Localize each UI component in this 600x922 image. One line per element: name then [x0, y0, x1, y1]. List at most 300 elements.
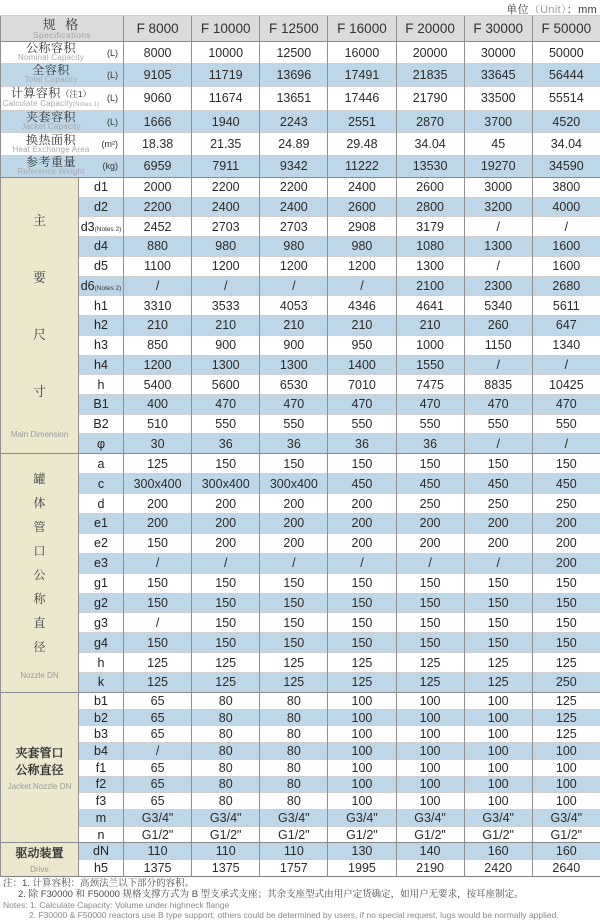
value-cell: 1300 — [260, 355, 328, 375]
value-cell: 150 — [532, 454, 600, 474]
column-header-model: F 8000 — [124, 16, 192, 42]
value-cell: 80 — [192, 692, 260, 709]
value-cell: 30 — [124, 434, 192, 454]
row-label-capacity — [1, 86, 124, 111]
value-cell: 150 — [328, 593, 396, 613]
value-cell: 100 — [464, 743, 532, 760]
value-cell: G1/2" — [124, 826, 192, 843]
value-cell: 647 — [532, 316, 600, 336]
table-row — [1, 276, 600, 296]
value-cell: 19270 — [464, 155, 532, 177]
group-label-zh-char: 要 — [32, 270, 46, 286]
value-cell: 3700 — [464, 111, 532, 133]
column-header-model: F 50000 — [532, 16, 600, 42]
row-unit: (m²) — [101, 139, 119, 149]
row-label: g2 — [79, 593, 124, 613]
row-label: h — [79, 375, 124, 395]
row-label: e1 — [79, 514, 124, 534]
row-unit: (L) — [107, 93, 119, 104]
value-cell: G3/4" — [192, 809, 260, 826]
table-row — [1, 843, 600, 860]
value-cell: 2908 — [328, 217, 396, 237]
value-cell: 125 — [124, 454, 192, 474]
table-row — [1, 155, 600, 177]
value-cell: G3/4" — [124, 809, 192, 826]
table-row — [1, 237, 600, 257]
value-cell: 200 — [464, 514, 532, 534]
row-label-capacity — [1, 133, 124, 155]
value-cell: 11674 — [192, 86, 260, 111]
value-cell: 100 — [464, 793, 532, 810]
value-cell: 1300 — [396, 256, 464, 276]
row-label-en: Jacket Capacity — [21, 122, 81, 132]
value-cell: 125 — [464, 653, 532, 673]
value-cell: 150 — [464, 454, 532, 474]
value-cell: / — [464, 217, 532, 237]
row-label: B1 — [79, 395, 124, 415]
value-cell: 950 — [328, 335, 396, 355]
footnote-zh-2: 2. 除 F30000 和 F50000 规格支撑方式为 B 型支承式支座；其余支座型式由用户定货确定，如用户无要求，按耳座制定。 — [18, 888, 524, 900]
value-cell: 1375 — [124, 860, 192, 877]
group-label-zh-char: 径 — [33, 639, 46, 654]
value-cell: 80 — [260, 776, 328, 793]
value-cell: 65 — [124, 692, 192, 709]
value-cell: 125 — [328, 653, 396, 673]
unit-note-en: （Unit） — [528, 4, 567, 16]
value-cell: 100 — [328, 759, 396, 776]
group-label-drive — [1, 843, 79, 877]
row-label: d4 — [79, 237, 124, 257]
value-cell: 150 — [396, 633, 464, 653]
row-label: h5 — [79, 860, 124, 877]
group-label-zh-char: 主 — [32, 213, 46, 229]
value-cell: 125 — [464, 673, 532, 693]
value-cell: 100 — [328, 743, 396, 760]
row-label: e2 — [79, 533, 124, 553]
row-label: a — [79, 454, 124, 474]
value-cell: 80 — [260, 726, 328, 743]
row-unit: (L) — [107, 47, 119, 58]
value-cell: 150 — [396, 573, 464, 593]
value-cell: 450 — [464, 474, 532, 494]
value-cell: G3/4" — [260, 809, 328, 826]
value-cell: 1375 — [192, 860, 260, 877]
value-cell: 2200 — [192, 177, 260, 197]
group-label-zh-char: 公 — [33, 567, 46, 582]
value-cell: 100 — [328, 726, 396, 743]
value-cell: 150 — [464, 613, 532, 633]
value-cell: 100 — [532, 776, 600, 793]
row-label: g4 — [79, 633, 124, 653]
value-cell: 10000 — [192, 42, 260, 64]
value-cell: 2551 — [328, 111, 396, 133]
group-label-jacket-nozzle-dn — [1, 692, 79, 842]
table-row — [1, 553, 600, 573]
value-cell: 200 — [328, 514, 396, 534]
table-row — [1, 633, 600, 653]
value-cell: 200 — [396, 533, 464, 553]
value-cell: 2100 — [396, 276, 464, 296]
value-cell: 210 — [124, 316, 192, 336]
row-label: g3 — [79, 613, 124, 633]
value-cell: 2870 — [396, 111, 464, 133]
value-cell: 200 — [192, 514, 260, 534]
value-cell: G1/2" — [260, 826, 328, 843]
table-row — [1, 414, 600, 434]
row-label: B2 — [79, 414, 124, 434]
row-label-en: Reference Weight — [17, 166, 85, 176]
column-header-model: F 12500 — [260, 16, 328, 42]
group-label-zh-char: 直 — [33, 615, 46, 630]
value-cell: 8000 — [124, 42, 192, 64]
table-row — [1, 860, 600, 877]
value-cell: G3/4" — [532, 809, 600, 826]
value-cell: 5400 — [124, 375, 192, 395]
value-cell: 150 — [192, 633, 260, 653]
value-cell: 2800 — [396, 197, 464, 217]
value-cell: 5611 — [532, 296, 600, 316]
value-cell: 125 — [192, 673, 260, 693]
value-cell: 100 — [532, 743, 600, 760]
value-cell: 110 — [124, 843, 192, 860]
row-label-en: Calculate Capacity(Notes 1) — [2, 98, 100, 108]
row-label: b3 — [79, 726, 124, 743]
value-cell: 80 — [260, 709, 328, 726]
row-label: d — [79, 494, 124, 514]
value-cell: 34590 — [532, 155, 600, 177]
table-row — [1, 395, 600, 415]
value-cell: 65 — [124, 726, 192, 743]
unit-note-zh: 单位 — [506, 4, 529, 16]
column-header-model: F 10000 — [192, 16, 260, 42]
value-cell: 2400 — [260, 197, 328, 217]
value-cell: / — [260, 553, 328, 573]
value-cell: 80 — [192, 776, 260, 793]
table-row — [1, 177, 600, 197]
table-row — [1, 86, 600, 111]
value-cell: 36 — [192, 434, 260, 454]
value-cell: 150 — [124, 573, 192, 593]
value-cell: / — [464, 434, 532, 454]
row-label-capacity — [1, 155, 124, 177]
value-cell: 150 — [260, 454, 328, 474]
row-label: d2 — [79, 197, 124, 217]
value-cell: 2000 — [124, 177, 192, 197]
value-cell: 7911 — [192, 155, 260, 177]
row-label: k — [79, 673, 124, 693]
value-cell: 30000 — [464, 42, 532, 64]
value-cell: G3/4" — [396, 809, 464, 826]
value-cell: 140 — [396, 843, 464, 860]
value-cell: 2600 — [328, 197, 396, 217]
row-label: f1 — [79, 759, 124, 776]
value-cell: 200 — [532, 553, 600, 573]
value-cell: 9105 — [124, 64, 192, 86]
value-cell: 150 — [260, 613, 328, 633]
group-label-en: Nozzle DN — [20, 670, 59, 680]
value-cell: 13651 — [260, 86, 328, 111]
table-row — [1, 434, 600, 454]
group-label-zh: 驱动装置 — [15, 846, 64, 861]
table-row — [1, 673, 600, 693]
value-cell: 3179 — [396, 217, 464, 237]
value-cell: 3000 — [464, 177, 532, 197]
footnotes — [3, 879, 600, 920]
value-cell: 1150 — [464, 335, 532, 355]
value-cell: 1200 — [124, 355, 192, 375]
row-label-en: Total Capacity — [24, 75, 78, 85]
row-label: h — [79, 653, 124, 673]
footnote-en-1: Notes: 1. Calculate Capacity: Volume under highneck flange — [3, 900, 230, 910]
row-label: h1 — [79, 296, 124, 316]
value-cell: 980 — [192, 237, 260, 257]
value-cell: 7010 — [328, 375, 396, 395]
value-cell: G1/2" — [464, 826, 532, 843]
footnote-zh-1: 注：1. 计算容积：高颈法兰以下部分的容积。 — [3, 878, 195, 889]
value-cell: 900 — [260, 335, 328, 355]
table-row — [1, 692, 600, 709]
value-cell: 880 — [124, 237, 192, 257]
value-cell: 125 — [532, 709, 600, 726]
value-cell: 1666 — [124, 111, 192, 133]
value-cell: 150 — [396, 613, 464, 633]
table-row — [1, 197, 600, 217]
footnote-en-2: 2. F30000 & F50000 reactors use B type support; others could be determined by users, if no special request, lugs would be normally applied. — [29, 910, 559, 920]
value-cell: 470 — [396, 395, 464, 415]
row-label: c — [79, 474, 124, 494]
value-cell: 4641 — [396, 296, 464, 316]
row-label-zh: 公称容积 — [26, 41, 77, 56]
group-label-zh-char: 称 — [33, 591, 46, 606]
table-row — [1, 217, 600, 237]
value-cell: 55514 — [532, 86, 600, 111]
value-cell: 150 — [464, 573, 532, 593]
value-cell: 550 — [464, 414, 532, 434]
value-cell: 150 — [532, 633, 600, 653]
table-row — [1, 335, 600, 355]
value-cell: 12500 — [260, 42, 328, 64]
row-label-capacity — [1, 42, 124, 64]
table-row — [1, 709, 600, 726]
table-row — [1, 133, 600, 155]
value-cell: 3800 — [532, 177, 600, 197]
value-cell: 36 — [328, 434, 396, 454]
value-cell: 100 — [328, 709, 396, 726]
value-cell: 100 — [396, 776, 464, 793]
value-cell: 2420 — [464, 860, 532, 877]
value-cell: G1/2" — [192, 826, 260, 843]
value-cell: 4346 — [328, 296, 396, 316]
row-label: h3 — [79, 335, 124, 355]
value-cell: / — [464, 553, 532, 573]
value-cell: 4000 — [532, 197, 600, 217]
value-cell: 2243 — [260, 111, 328, 133]
value-cell: 150 — [192, 573, 260, 593]
value-cell: 300x400 — [260, 474, 328, 494]
value-cell: 2640 — [532, 860, 600, 877]
value-cell: 100 — [464, 692, 532, 709]
table-row — [1, 613, 600, 633]
row-label: e3 — [79, 553, 124, 573]
value-cell: 150 — [192, 454, 260, 474]
value-cell: 980 — [328, 237, 396, 257]
value-cell: 200 — [260, 533, 328, 553]
value-cell: 150 — [328, 633, 396, 653]
specifications-table — [0, 15, 600, 877]
row-label: f3 — [79, 793, 124, 810]
row-label: h4 — [79, 355, 124, 375]
value-cell: 400 — [124, 395, 192, 415]
value-cell: 17446 — [328, 86, 396, 111]
value-cell: / — [124, 613, 192, 633]
value-cell: 100 — [396, 743, 464, 760]
value-cell: 80 — [260, 743, 328, 760]
value-cell: 1550 — [396, 355, 464, 375]
value-cell: 13530 — [396, 155, 464, 177]
value-cell: 200 — [260, 514, 328, 534]
value-cell: 550 — [532, 414, 600, 434]
row-unit: (L) — [107, 116, 119, 127]
value-cell: 200 — [192, 494, 260, 514]
column-header-model: F 30000 — [464, 16, 532, 42]
value-cell: 200 — [260, 494, 328, 514]
value-cell: 200 — [464, 533, 532, 553]
value-cell: 110 — [260, 843, 328, 860]
value-cell: 200 — [396, 514, 464, 534]
value-cell: 8835 — [464, 375, 532, 395]
value-cell: 1757 — [260, 860, 328, 877]
value-cell: 1400 — [328, 355, 396, 375]
value-cell: 13696 — [260, 64, 328, 86]
value-cell: 100 — [464, 709, 532, 726]
table-row — [1, 454, 600, 474]
value-cell: 3533 — [192, 296, 260, 316]
row-label: d1 — [79, 177, 124, 197]
value-cell: 200 — [124, 494, 192, 514]
value-cell: 510 — [124, 414, 192, 434]
value-cell: 470 — [192, 395, 260, 415]
table-row — [1, 533, 600, 553]
value-cell: 3200 — [464, 197, 532, 217]
value-cell: 80 — [260, 793, 328, 810]
value-cell: 1000 — [396, 335, 464, 355]
value-cell: 10425 — [532, 375, 600, 395]
value-cell: 80 — [192, 743, 260, 760]
value-cell: 100 — [328, 692, 396, 709]
row-label: b1 — [79, 692, 124, 709]
value-cell: 1340 — [532, 335, 600, 355]
value-cell: 100 — [532, 759, 600, 776]
value-cell: 100 — [464, 759, 532, 776]
value-cell: 100 — [396, 759, 464, 776]
group-label-zh-char: 口 — [33, 543, 46, 558]
value-cell: 470 — [532, 395, 600, 415]
value-cell: 21835 — [396, 64, 464, 86]
value-cell: 11222 — [328, 155, 396, 177]
unit-note-sep: ： — [566, 4, 579, 16]
value-cell: / — [464, 355, 532, 375]
value-cell: 1300 — [464, 237, 532, 257]
row-label: φ — [79, 434, 124, 454]
row-label: f2 — [79, 776, 124, 793]
value-cell: 125 — [396, 653, 464, 673]
value-cell: 450 — [396, 474, 464, 494]
value-cell: 100 — [464, 776, 532, 793]
value-cell: 21.35 — [192, 133, 260, 155]
row-label-capacity — [1, 64, 124, 86]
value-cell: 2703 — [260, 217, 328, 237]
value-cell: 80 — [192, 793, 260, 810]
value-cell: 45 — [464, 133, 532, 155]
value-cell: / — [192, 276, 260, 296]
group-label-zh: 夹套管口 — [15, 745, 64, 760]
value-cell: 150 — [328, 454, 396, 474]
value-cell: 150 — [328, 613, 396, 633]
value-cell: 200 — [192, 533, 260, 553]
table-row — [1, 776, 600, 793]
table-row — [1, 111, 600, 133]
table-row — [1, 42, 600, 64]
value-cell: 17491 — [328, 64, 396, 86]
value-cell: 150 — [464, 633, 532, 653]
table-row — [1, 759, 600, 776]
value-cell: 34.04 — [396, 133, 464, 155]
specifications-label-en: Specifications — [32, 29, 92, 40]
value-cell: 150 — [124, 633, 192, 653]
value-cell: / — [124, 743, 192, 760]
value-cell: 150 — [192, 593, 260, 613]
value-cell: 1200 — [328, 256, 396, 276]
value-cell: G1/2" — [396, 826, 464, 843]
value-cell: 125 — [260, 653, 328, 673]
table-row — [1, 514, 600, 534]
group-label-nozzle-dn — [1, 454, 79, 693]
value-cell: 850 — [124, 335, 192, 355]
value-cell: 21790 — [396, 86, 464, 111]
group-label-en: Drive — [30, 865, 49, 875]
value-cell: 100 — [396, 692, 464, 709]
value-cell: 5600 — [192, 375, 260, 395]
table-row — [1, 355, 600, 375]
value-cell: 100 — [328, 793, 396, 810]
value-cell: 2452 — [124, 217, 192, 237]
value-cell: / — [396, 553, 464, 573]
value-cell: 80 — [260, 759, 328, 776]
table-row — [1, 375, 600, 395]
value-cell: 65 — [124, 776, 192, 793]
value-cell: 210 — [396, 316, 464, 336]
value-cell: 3310 — [124, 296, 192, 316]
value-cell: 4053 — [260, 296, 328, 316]
value-cell: 150 — [192, 613, 260, 633]
group-label-en: Jacket Nozzle DN — [7, 781, 72, 791]
value-cell: 100 — [532, 793, 600, 810]
row-label: m — [79, 809, 124, 826]
value-cell: 200 — [328, 533, 396, 553]
value-cell: / — [532, 434, 600, 454]
value-cell: 33500 — [464, 86, 532, 111]
value-cell: 450 — [532, 474, 600, 494]
value-cell: G1/2" — [532, 826, 600, 843]
specifications-label-zh: 规 格 — [42, 16, 82, 32]
value-cell: 1940 — [192, 111, 260, 133]
value-cell: 300x400 — [124, 474, 192, 494]
row-label-zh: 夹套容积 — [26, 110, 77, 125]
value-cell: 2400 — [328, 177, 396, 197]
table-row — [1, 826, 600, 843]
value-cell: 1600 — [532, 237, 600, 257]
value-cell: 125 — [328, 673, 396, 693]
